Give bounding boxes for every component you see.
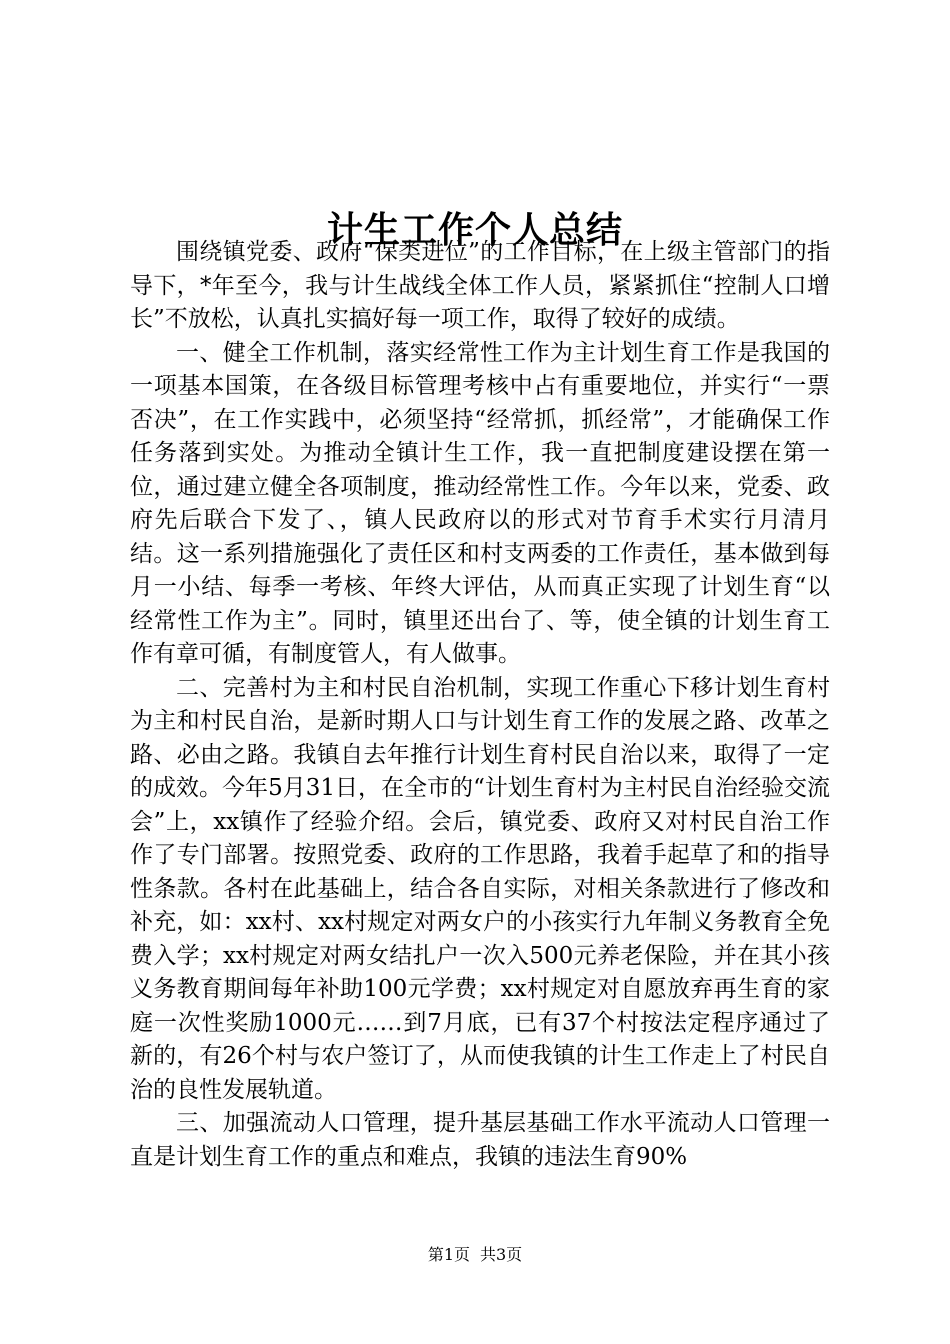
page-total: 共3页 xyxy=(480,1245,523,1264)
paragraph-section-2: 二、完善村为主和村民自治机制，实现工作重心下移计划生育村为主和村民自治，是新时期人口与计划生育工作的发展之路、改革之路、必由之路。我镇自去年推行计划生育村民自治以来，取得了一定的成效。今年5月31日，在全市的“计划生育村为主村民自治经验交流会”上，xx镇作了经验介绍。会后，镇党委、政府又对村民自治工作作了专门部署。按照党委、政府的工作思路，我着手起草了和的指导性条款。各村在此基础上，结合各自实际，对相关条款进行了修改和补充，如：xx村、xx村规定对两女户的小孩实行九年制义务教育全免费入学；xx村规定对两女结扎户一次入500元养老保险，并在其小孩义务教育期间每年补助100元学费；xx村规定对自愿放弃再生育的家庭一次性奖励1000元……到7月底，已有37个村按法定程序通过了新的，有26个村与农户签订了，从而使我镇的计生工作走上了村民自治的良性发展轨道。 xyxy=(130,674,830,1103)
paragraph-intro: 围绕镇党委、政府“保类进位”的工作目标，在上级主管部门的指导下，*年至今，我与计生战线全体工作人员，紧紧抓住“控制人口增长”不放松，认真扎实搞好每一项工作，取得了较好的成绩。 xyxy=(130,239,830,332)
page-number: 第1页 xyxy=(427,1245,470,1264)
page-footer xyxy=(0,1244,950,1266)
document-body xyxy=(130,236,830,1174)
paragraph-section-3: 三、加强流动人口管理，提升基层基础工作水平流动人口管理一直是计划生育工作的重点和难点，我镇的违法生育90% xyxy=(130,1110,830,1170)
document-title: 计生工作个人总结 xyxy=(326,210,623,252)
paragraph-section-1: 一、健全工作机制，落实经常性工作为主计划生育工作是我国的一项基本国策，在各级目标管理考核中占有重要地位，并实行“一票否决”，在工作实践中，必须坚持“经常抓，抓经常”，才能确保工作任务落到实处。为推动全镇计生工作，我一直把制度建设摆在第一位，通过建立健全各项制度，推动经常性工作。今年以来，党委、政府先后联合下发了、，镇人民政府以的形式对节育手术实行月清月结。这一系列措施强化了责任区和村支两委的工作责任，基本做到每月一小结、每季一考核、年终大评估，从而真正实现了计划生育“以经常性工作为主”。同时，镇里还出台了、等，使全镇的计划生育工作有章可循，有制度管人，有人做事。 xyxy=(130,339,830,667)
